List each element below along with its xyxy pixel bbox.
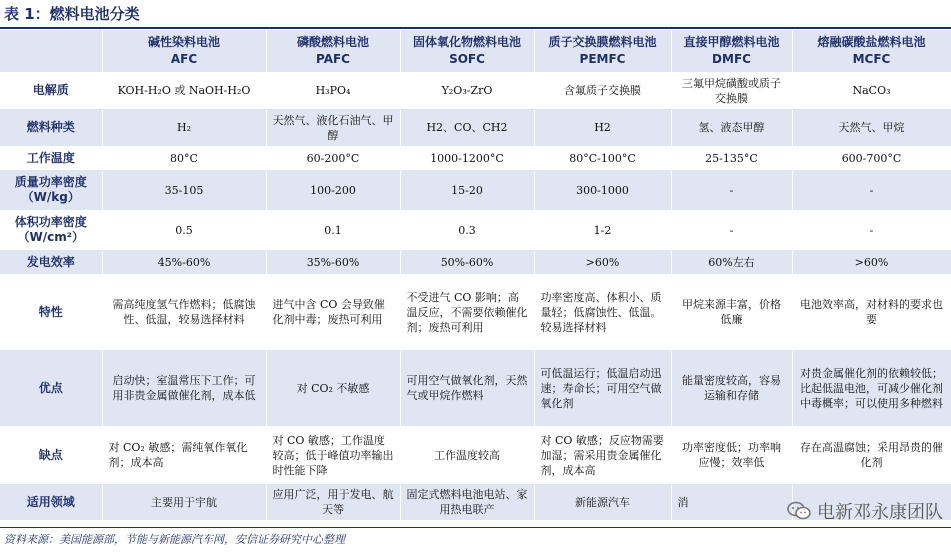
table-cell: 80°C: [102, 146, 266, 170]
table-cell: 电池效率高，对材料的要求也要: [792, 274, 951, 350]
table-cell: 300-1000: [534, 170, 671, 210]
table-cell: 启动快；室温常压下工作；可用非贵金属做催化剂，成本低: [102, 350, 266, 426]
header-row: [0, 30, 951, 72]
table-cell: 新能源汽车: [534, 484, 671, 520]
header-afc: 碱性染料电池 AFC: [102, 30, 266, 72]
table-cell: H₂: [102, 109, 266, 146]
table-cell: 主要用于宇航: [102, 484, 266, 520]
table-cell: 应用广泛，用于发电、航天等: [266, 484, 400, 520]
table-cell: -: [792, 170, 951, 210]
row-label: 工作温度: [0, 146, 102, 170]
table-row: [0, 210, 951, 250]
table-cell: 0.3: [400, 210, 534, 250]
table-cell: >60%: [792, 250, 951, 274]
table-cell: Y₂O₃-ZrO: [400, 72, 534, 109]
table-cell: 1-2: [534, 210, 671, 250]
table-cell: 消: [671, 484, 792, 520]
row-label: 特性: [0, 274, 102, 350]
table-cell: 1000-1200°C: [400, 146, 534, 170]
table-row: [0, 250, 951, 274]
table-title: 表 1：燃料电池分类: [4, 5, 140, 23]
table-cell: 100-200: [266, 170, 400, 210]
table-cell: 45%-60%: [102, 250, 266, 274]
table-cell: 进气中含 CO 会导致催化剂中毒；废热可利用: [266, 274, 400, 350]
table-row: [0, 350, 951, 426]
table-cell: KOH-H₂O 或 NaOH-H₂O: [102, 72, 266, 109]
table-cell: 25-135°C: [671, 146, 792, 170]
table-cell: 对贵金属催化剂的依赖较低；比起低温电池，可减少催化剂中毒概率；可以使用多种燃料: [792, 350, 951, 426]
table-cell: 需高纯度氢气作燃料；低腐蚀性、低温，较易选择材料: [102, 274, 266, 350]
table-cell: 氢、液态甲醇: [671, 109, 792, 146]
row-label: 优点: [0, 350, 102, 426]
table-cell: 80°C-100°C: [534, 146, 671, 170]
header-dmfc: 直接甲醇燃料电池 DMFC: [671, 30, 792, 72]
table-cell: 存在高温腐蚀；采用昂贵的催化剂: [792, 426, 951, 484]
table-cell: 含氟质子交换膜: [534, 72, 671, 109]
table-row: [0, 109, 951, 146]
header-sofc: 固体氧化物燃料电池 SOFC: [400, 30, 534, 72]
table-cell: 15-20: [400, 170, 534, 210]
table-cell: 可用空气做氧化剂，天然气或甲烷作燃料: [400, 350, 534, 426]
row-label: 燃料种类: [0, 109, 102, 146]
table-row: [0, 146, 951, 170]
wechat-icon: [787, 501, 811, 521]
table-cell: 可低温运行；低温启动迅速；寿命长；可用空气做氧化剂: [534, 350, 671, 426]
table-cell: 35%-60%: [266, 250, 400, 274]
table-cell: -: [792, 210, 951, 250]
table-row: [0, 274, 951, 350]
table-cell: H2: [534, 109, 671, 146]
row-label: 电解质: [0, 72, 102, 109]
table-cell: 0.5: [102, 210, 266, 250]
table-cell: 甲烷来源丰富，价格低廉: [671, 274, 792, 350]
header-pemfc: 质子交换膜燃料电池 PEMFC: [534, 30, 671, 72]
header-corner: [0, 30, 102, 72]
table-cell: 功率密度高、体积小、质量轻；低腐蚀性、低温。较易选择材料: [534, 274, 671, 350]
header-pafc: 磷酸燃料电池 PAFC: [266, 30, 400, 72]
table-cell: 固定式燃料电池电站、家用热电联产: [400, 484, 534, 520]
footer-divider: [0, 527, 951, 528]
table-row: [0, 170, 951, 210]
table-cell: >60%: [534, 250, 671, 274]
table-cell: 对 CO 敏感；反应物需要加湿；需采用贵金属催化剂，成本高: [534, 426, 671, 484]
header-mcfc: 熔融碳酸盐燃料电池 MCFC: [792, 30, 951, 72]
title-divider: [0, 27, 951, 29]
row-label: 适用领域: [0, 484, 102, 520]
table-cell: 功率密度低；功率响应慢；效率低: [671, 426, 792, 484]
source-note: 资料来源：美国能源部，节能与新能源汽车网，安信证券研究中心整理: [4, 533, 345, 546]
table-row: [0, 426, 951, 484]
table-row: [0, 72, 951, 109]
row-label: 体积功率密度（W/cm²）: [0, 210, 102, 250]
table-cell: 能量密度较高，容易运输和存储: [671, 350, 792, 426]
table-cell: 工作温度较高: [400, 426, 534, 484]
table-cell: 三氟甲烷磺酸或质子交换膜: [671, 72, 792, 109]
table-cell: 50%-60%: [400, 250, 534, 274]
table-cell: 35-105: [102, 170, 266, 210]
table-cell: 60%左右: [671, 250, 792, 274]
table-cell: 不受进气 CO 影响；高温反应，不需要依赖催化剂；废热可利用: [400, 274, 534, 350]
table-cell: -: [671, 170, 792, 210]
table-cell: 60-200°C: [266, 146, 400, 170]
table-cell: 对 CO₂ 不敏感: [266, 350, 400, 426]
table-cell: 天然气、液化石油气、甲醇: [266, 109, 400, 146]
table-cell: H₃PO₄: [266, 72, 400, 109]
table-cell: 对 CO 敏感；工作温度较高；低于峰值功率输出时性能下降: [266, 426, 400, 484]
row-label: 质量功率密度（W/kg）: [0, 170, 102, 210]
fuel-cell-table: [0, 30, 951, 521]
table-cell: NaCO₃: [792, 72, 951, 109]
table-cell: 0.1: [266, 210, 400, 250]
row-label: 发电效率: [0, 250, 102, 274]
watermark: [787, 498, 943, 524]
table-cell: H2、CO、CH2: [400, 109, 534, 146]
table-cell: 天然气、甲烷: [792, 109, 951, 146]
row-label: 缺点: [0, 426, 102, 484]
table-cell: 对 CO₂ 敏感；需纯氧作氧化剂；成本高: [102, 426, 266, 484]
watermark-text: 电新邓永康团队: [817, 502, 943, 523]
table-cell: 600-700°C: [792, 146, 951, 170]
table-cell: -: [671, 210, 792, 250]
